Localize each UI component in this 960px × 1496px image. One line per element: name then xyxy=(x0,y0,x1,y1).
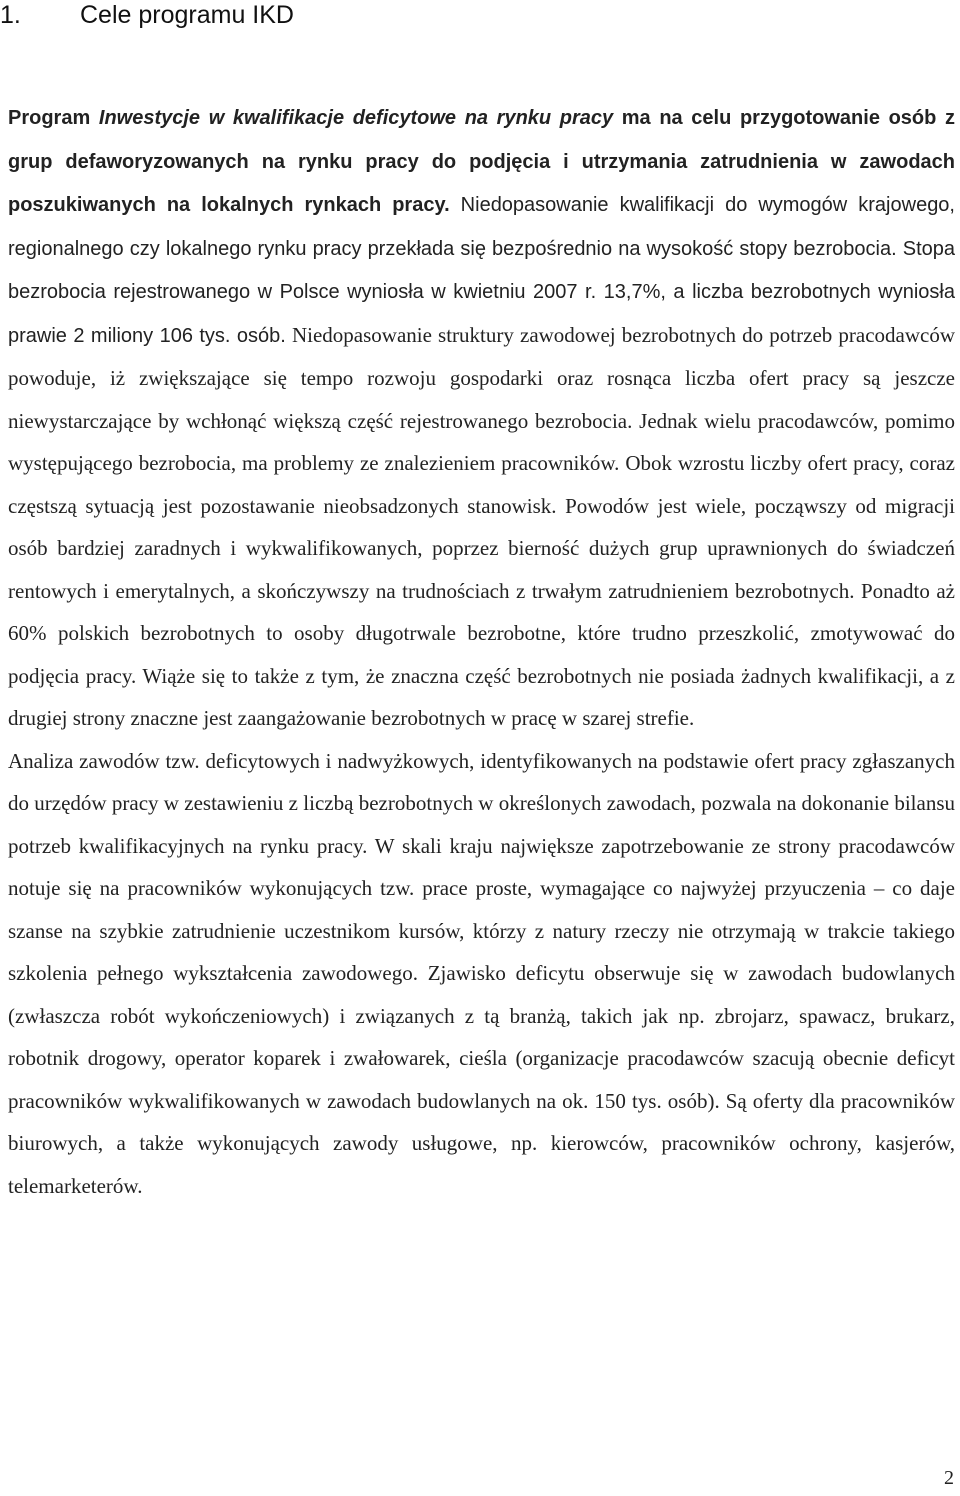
page-number: 2 xyxy=(944,1467,954,1489)
paragraph-2: Analiza zawodów tzw. deficytowych i nadwyżkowych, identyfikowanych na podstawie ofert pracy zgłaszanych do urzędów pracy w zestawieniu z liczbą bezrobotnych w określonych zawodach, pozwala na dokonanie bilansu potrzeb kwalifikacyjnych na rynku pracy. W skali kraju największe zapotrzebowanie ze strony pracodawców notuje się na pracowników wykonujących tzw. prace proste, wymagające co najwyżej przyuczenia – co daje szanse na szybkie zatrudnienie uczestnikom kursów, którzy z natury rzeczy nie otrzymają w trakcie takiego szkolenia pełnego wykształcenia zawodowego. Zjawisko deficytu obserwuje się w zawodach budowlanych (zwłaszcza robót wykończeniowych) i związanych z tą branżą, takich jak np. zbrojarz, spawacz, brukarz, robotnik drogowy, operator koparek i zwałowarek, cieśla (organizacje pracodawców szacują obecnie deficyt pracowników wykwalifikowanych w zawodach budowlanych na ok. 150 tys. osób). Są oferty dla pracowników biurowych, a także wykonujących zawody usługowe, np. kierowców, pracowników ochrony, kasjerów, telemarketerów. xyxy=(8,748,955,1198)
paragraph-1-part-a: Niedopasowanie kwalifikacji do wymogów krajowego, regionalnego czy lokalnego rynku pracy przekłada się bezpośrednio na wysokość stopy bezrobocia. Stopa bezrobocia rejestrowanego w Polsce wyniosła w kwietniu 2007 r. 13,7%, a liczba bezrobotnych wyniosła prawie 2 miliony 106 tys. osób. xyxy=(8,194,955,347)
intro-prefix: Program xyxy=(8,107,99,129)
program-name: Inwestycje w kwalifikacje deficytowe na rynku pracy xyxy=(98,107,614,129)
section-heading xyxy=(0,0,294,34)
paragraph-1-part-b: Niedopasowanie struktury zawodowej bezrobotnych do potrzeb pracodawców powoduje, iż zwiększające się tempo rozwoju gospodarki oraz rosnąca liczba ofert pracy są jeszcze niewystarczające by wchłonąć większą część rejestrowanego bezrobocia. Jednak wielu pracodawców, pomimo występującego bezrobocia, ma problemy ze znalezieniem pracowników. Obok wzrostu liczby ofert pracy, coraz częstszą sytuacją jest pozostawanie nieobsadzonych stanowisk. Powodów jest wiele, począwszy od migracji osób bardziej zaradnych i wykwalifikowanych, poprzez bierność dużych grup uprawnionych do świadczeń rentowych i emerytalnych, a skończywszy na trudnościach z trwałym zatrudnieniem bezrobotnych. Ponadto aż 60% polskich bezrobotnych to osoby długotrwale bezrobotne, które trudno przeszkolić, zmotywować do podjęcia pracy. Wiąże się to także z tym, że znaczna część bezrobotnych nie posiada żadnych kwalifikacji, a z drugiej strony znaczne jest zaangażowanie bezrobotnych w pracę w szarej strefie. xyxy=(8,322,955,730)
paragraph-1 xyxy=(8,96,955,1207)
section-number: 1. xyxy=(0,1,21,29)
section-title: Cele programu IKD xyxy=(80,1,294,29)
intro-rest: ma na celu przygotowanie osób z grup defaworyzowanych na rynku pracy do podjęcia i utrzymania zatrudnienia w zawodach poszukiwanych na lokalnych rynkach pracy. xyxy=(8,107,955,216)
